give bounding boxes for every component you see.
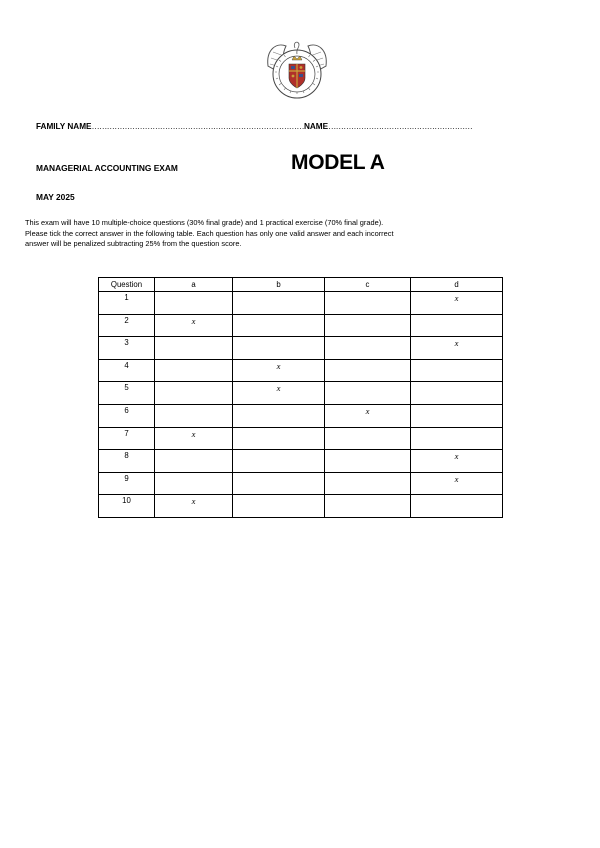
question-number: 10 — [99, 495, 155, 518]
question-number: 5 — [99, 382, 155, 405]
answer-cell-d[interactable] — [411, 382, 503, 405]
answer-cell-b[interactable] — [233, 404, 325, 427]
table-row — [99, 382, 503, 405]
header-option-c: c — [325, 278, 411, 292]
university-seal-icon — [262, 36, 332, 108]
answer-cell-c[interactable] — [325, 427, 411, 450]
answer-cell-d[interactable] — [411, 427, 503, 450]
exam-date: MAY 2025 — [36, 192, 75, 202]
answer-cell-d[interactable] — [411, 495, 503, 518]
answer-cell-b[interactable] — [233, 427, 325, 450]
name-label: NAME — [303, 122, 329, 131]
answer-cell-d[interactable] — [411, 359, 503, 382]
instruction-line: Please tick the correct answer in the following table. Each question has only one valid answer and each incorrect — [25, 228, 394, 238]
answer-table-header — [99, 278, 503, 292]
name-fields-line — [36, 122, 472, 131]
answer-cell-a[interactable]: x — [155, 427, 233, 450]
answer-cell-d[interactable]: x — [411, 472, 503, 495]
question-number: 3 — [99, 337, 155, 360]
exam-model: MODEL A — [291, 151, 385, 174]
answer-cell-a[interactable] — [155, 292, 233, 315]
question-number: 7 — [99, 427, 155, 450]
answer-cell-b[interactable] — [233, 472, 325, 495]
answer-cell-c[interactable] — [325, 314, 411, 337]
answer-cell-d[interactable]: x — [411, 337, 503, 360]
answer-cell-a[interactable] — [155, 450, 233, 473]
instruction-line: answer will be penalized subtracting 25% from the question score. — [25, 239, 242, 249]
answer-cell-a[interactable] — [155, 404, 233, 427]
instruction-line: This exam will have 10 multiple-choice questions (30% final grade) and 1 practical exercise (70% final grade). — [25, 218, 384, 227]
exam-title: MANAGERIAL ACCOUNTING EXAM — [36, 163, 178, 173]
answer-cell-b[interactable] — [233, 495, 325, 518]
answer-cell-c[interactable] — [325, 472, 411, 495]
answer-cell-a[interactable] — [155, 472, 233, 495]
header-option-d: d — [411, 278, 503, 292]
family-name-label: FAMILY NAME — [36, 122, 92, 131]
answer-cell-c[interactable] — [325, 495, 411, 518]
answer-cell-b[interactable]: x — [233, 359, 325, 382]
answer-cell-b[interactable] — [233, 450, 325, 473]
answer-cell-d[interactable] — [411, 314, 503, 337]
table-row — [99, 337, 503, 360]
name-blank[interactable]: ………………………………………………… — [328, 122, 473, 131]
table-row — [99, 450, 503, 473]
question-number: 2 — [99, 314, 155, 337]
answer-cell-a[interactable]: x — [155, 314, 233, 337]
table-row — [99, 427, 503, 450]
answer-cell-b[interactable] — [233, 292, 325, 315]
question-number: 8 — [99, 450, 155, 473]
answer-cell-a[interactable] — [155, 337, 233, 360]
table-row — [99, 292, 503, 315]
answer-cell-b[interactable] — [233, 337, 325, 360]
answer-cell-d[interactable]: x — [411, 292, 503, 315]
family-name-blank[interactable]: ………………………………………………………………………… — [91, 122, 304, 131]
question-number: 9 — [99, 472, 155, 495]
answer-cell-a[interactable] — [155, 359, 233, 382]
answer-cell-b[interactable]: x — [233, 382, 325, 405]
answer-cell-c[interactable]: x — [325, 404, 411, 427]
answer-cell-c[interactable] — [325, 337, 411, 360]
header-option-a: a — [155, 278, 233, 292]
instructions — [25, 218, 585, 250]
table-row — [99, 314, 503, 337]
table-row — [99, 495, 503, 518]
table-row — [99, 404, 503, 427]
table-row — [99, 359, 503, 382]
answer-cell-d[interactable]: x — [411, 450, 503, 473]
question-number: 1 — [99, 292, 155, 315]
question-number: 4 — [99, 359, 155, 382]
answer-cell-d[interactable] — [411, 404, 503, 427]
answer-cell-c[interactable] — [325, 450, 411, 473]
answer-cell-c[interactable] — [325, 292, 411, 315]
answer-cell-a[interactable]: x — [155, 495, 233, 518]
answer-cell-b[interactable] — [233, 314, 325, 337]
answer-cell-c[interactable] — [325, 382, 411, 405]
answer-cell-c[interactable] — [325, 359, 411, 382]
table-row — [99, 472, 503, 495]
header-question: Question — [99, 278, 155, 292]
question-number: 6 — [99, 404, 155, 427]
header-option-b: b — [233, 278, 325, 292]
answer-cell-a[interactable] — [155, 382, 233, 405]
answer-table — [98, 277, 503, 518]
